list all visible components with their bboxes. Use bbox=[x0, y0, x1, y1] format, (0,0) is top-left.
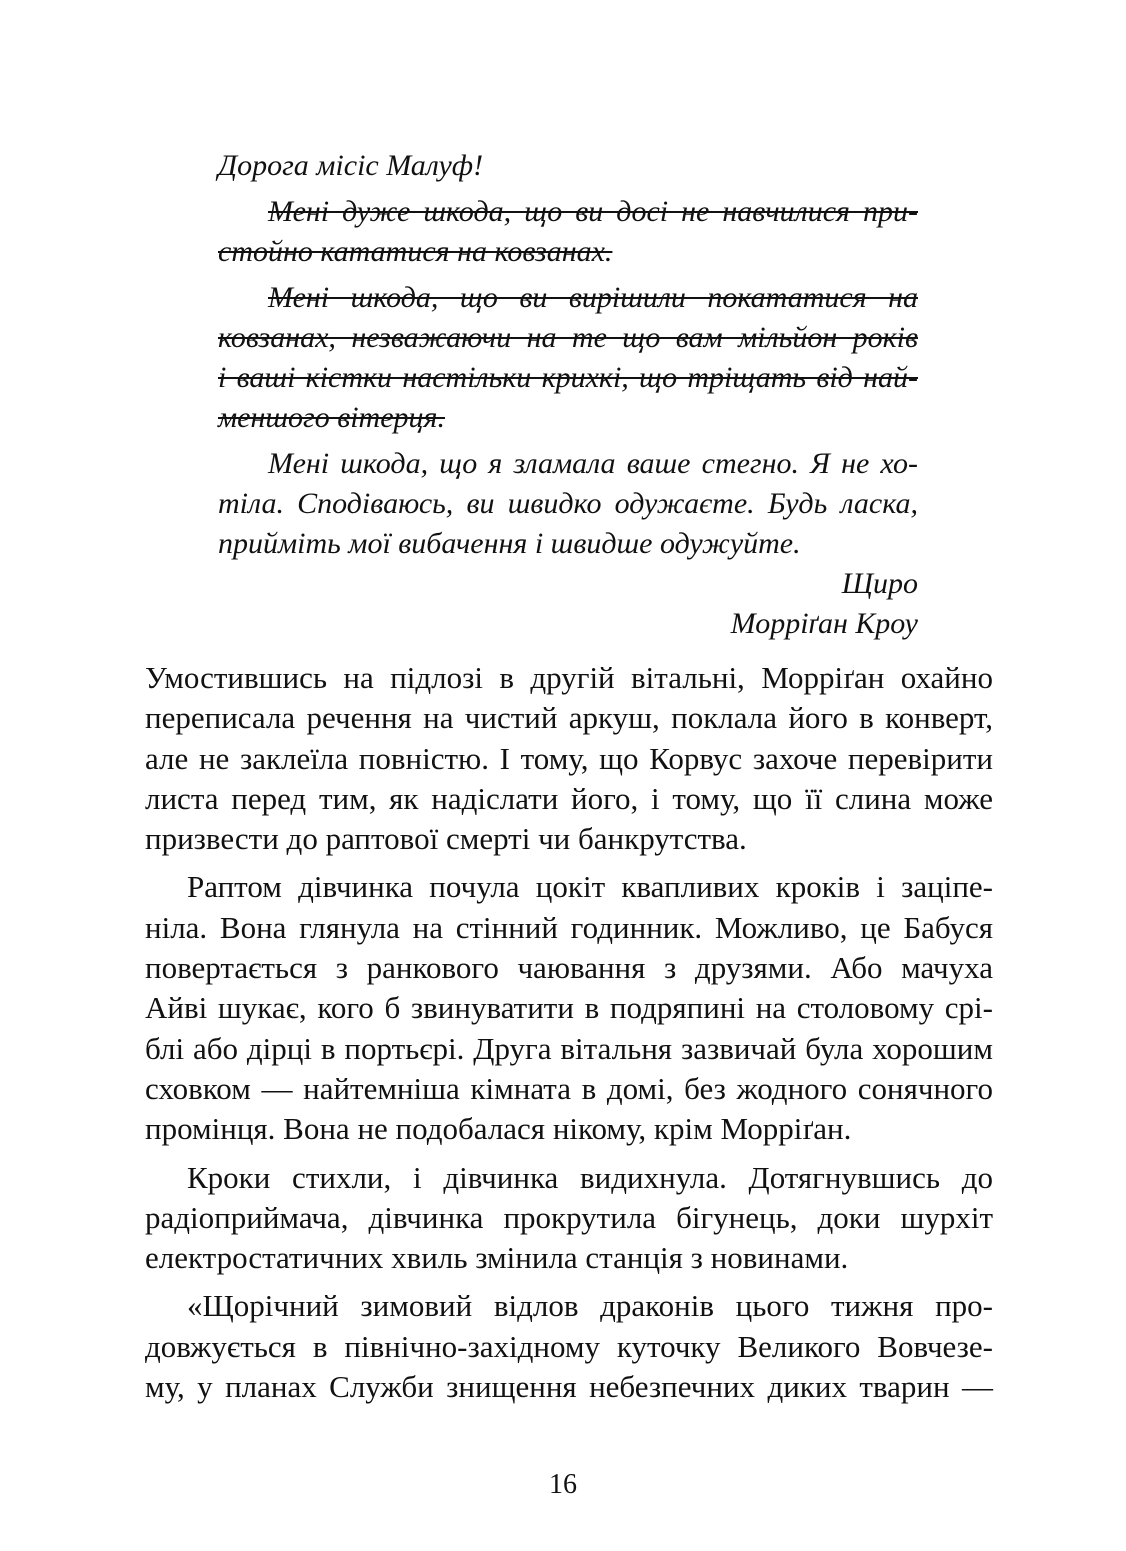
body-line: сховком — найтемніша кімната в домі, без жодного сонячного bbox=[145, 1070, 993, 1106]
body-line: листа перед тим, як надіслати його, і тому, що її слина може bbox=[145, 780, 993, 816]
body-line: Кроки стихли, і дівчинка видихнула. Дотягнувшись до bbox=[187, 1159, 993, 1195]
letter-salutation: Дорога місіс Малуф! bbox=[218, 149, 484, 182]
body-line: призвести до раптової смерті чи банкрутства. bbox=[145, 821, 747, 857]
struck-paragraph-1 bbox=[218, 192, 918, 272]
body-paragraph-1 bbox=[145, 658, 993, 859]
body-line: Раптом дівчинка почула цокіт квапливих кроків і заціпе- bbox=[187, 869, 993, 905]
letter-line: стойно кататися на ковзанах. bbox=[218, 235, 613, 268]
letter-line: Мені шкода, що ви вирішили покататися на bbox=[268, 281, 918, 314]
letter-paragraph-3 bbox=[218, 444, 918, 564]
letter-line: меншого вітерця. bbox=[218, 401, 445, 434]
body-line: радіоприймача, дівчинка прокрутила бігунець, доки шурхіт bbox=[145, 1199, 993, 1235]
body-line: «Щорічний зимовий відлов драконів цього тижня про- bbox=[187, 1288, 993, 1324]
body-paragraph-2 bbox=[145, 867, 993, 1149]
body-line: ніла. Вона глянула на стінний годинник. Можливо, це Бабуся bbox=[145, 909, 993, 945]
body-line: промінця. Вона не подобалася нікому, крім Морріґан. bbox=[145, 1111, 852, 1147]
body-line: Айві шукає, кого б звинуватити в подряпині на столовому срі- bbox=[145, 990, 993, 1026]
letter-line: Мені шкода, що я зламала ваше стегно. Я не хо- bbox=[268, 447, 918, 480]
letter-line: ковзанах, незважаючи на те що вам мільйон років bbox=[218, 321, 918, 354]
body-line: переписала речення на чистий аркуш, поклала його в конверт, bbox=[145, 700, 993, 736]
struck-paragraph-2 bbox=[218, 278, 918, 438]
body-line: але не заклеїла повністю. І тому, що Корвус захоче перевірити bbox=[145, 740, 993, 776]
page-number: 16 bbox=[549, 1469, 577, 1500]
letter-block bbox=[218, 146, 918, 644]
letter-line: і ваші кістки настільки крихкі, що тріщать від най- bbox=[218, 361, 918, 394]
body-paragraph-3 bbox=[145, 1158, 993, 1279]
body-paragraph-4 bbox=[145, 1286, 993, 1407]
body-line: електростатичних хвиль змінила станція з новинами. bbox=[145, 1240, 849, 1276]
body-line: Умостившись на підлозі в другій вітальні, Морріґан охайно bbox=[145, 660, 993, 695]
body-line: повертається з ранкового чаювання з друзями. Або мачуха bbox=[145, 950, 993, 986]
letter-closing: Щиро bbox=[841, 567, 918, 600]
letter-line: прийміть мої вибачення і швидше одужуйте. bbox=[218, 527, 801, 560]
body-line: блі або дірці в портьєрі. Друга вітальня зазвичай була хорошим bbox=[145, 1030, 993, 1066]
body-text bbox=[145, 658, 993, 1415]
letter-line: Мені дуже шкода, що ви досі не навчилися при- bbox=[268, 195, 918, 228]
body-line: довжується в північно-західному куточку Великого Вовчезе- bbox=[145, 1328, 993, 1364]
letter-signature: Морріґан Кроу bbox=[730, 607, 918, 640]
letter-line: тіла. Сподіваюсь, ви швидко одужаєте. Будь ласка, bbox=[218, 487, 918, 520]
body-line: му, у планах Служби знищення небезпечних диких тварин — bbox=[145, 1369, 993, 1405]
